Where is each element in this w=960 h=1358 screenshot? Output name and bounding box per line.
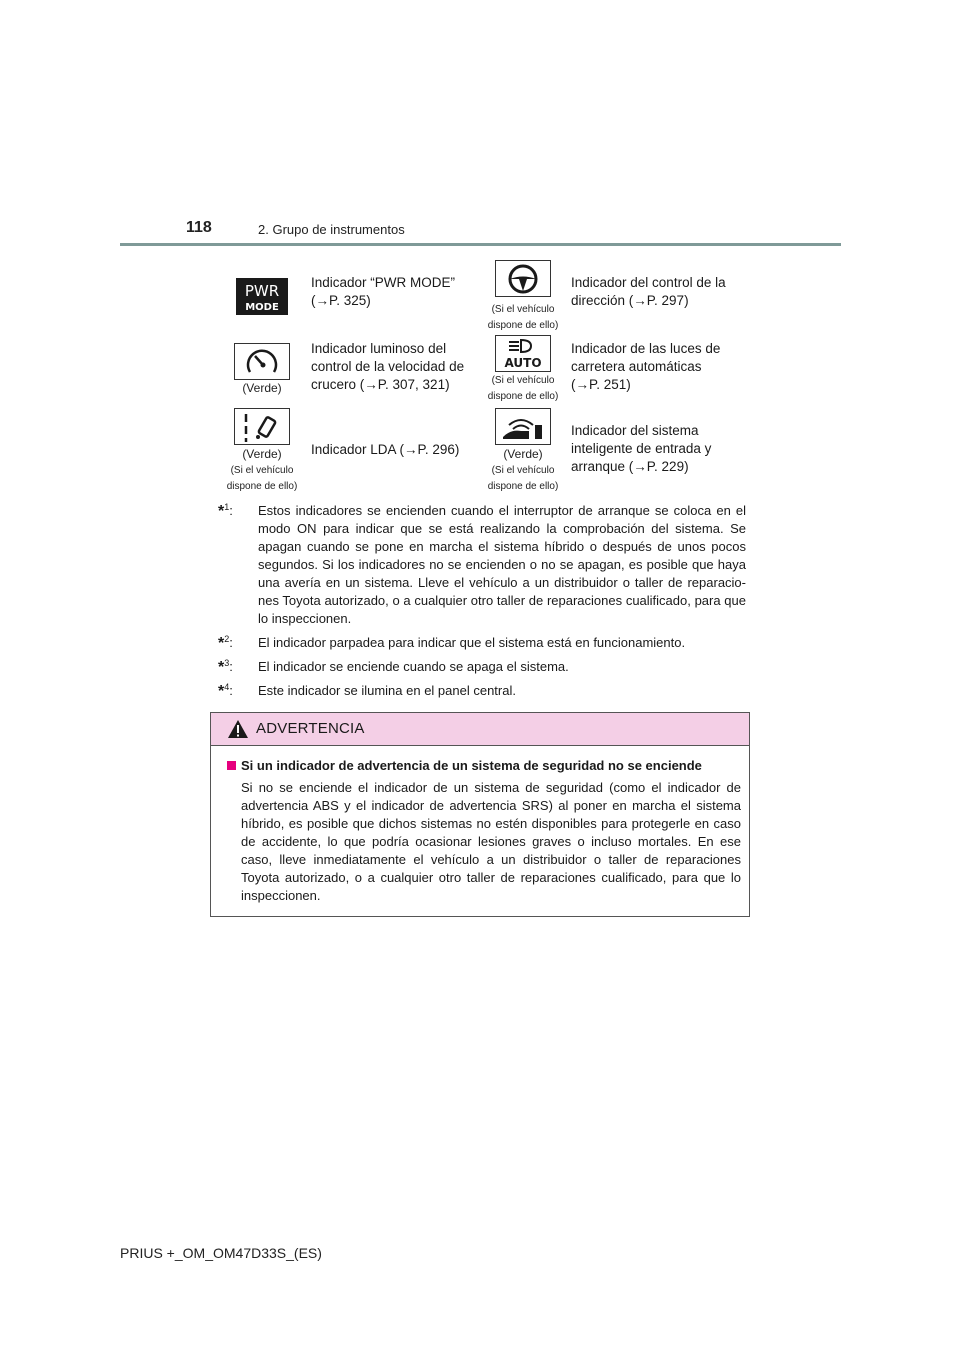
footnote: *$^4$: Este indicador se ilumina en el panel central.	[218, 682, 516, 700]
footnotes	[218, 502, 746, 706]
indicator-text-smart-entry: Indicador del sistema inteligente de entrada y arranque (→P. 229)	[571, 423, 712, 474]
indicator-note-cruise: (Verde)	[242, 381, 282, 395]
indicator-note-smart-entry: (Si el vehículo dispone de ello)	[487, 465, 559, 492]
page-number: 118	[186, 219, 212, 236]
indicator-table	[225, 258, 785, 498]
auto-high-beam-icon	[495, 335, 551, 372]
warning-title: ADVERTENCIA	[256, 720, 365, 737]
cruise-control-icon	[234, 343, 290, 380]
chapter-title: 2. Grupo de instrumentos	[258, 222, 405, 237]
page-header	[0, 0, 960, 250]
header-rule	[120, 243, 841, 246]
footnote: *$^2$: El indicador parpadea para indicar que el sistema está en funcionamiento.	[218, 634, 686, 652]
indicator-note-lda-color: (Verde)	[242, 447, 282, 461]
warning-box	[210, 712, 750, 917]
warning-text: Si no se enciende el indicador de un sistema de seguridad (como el indicador de advertencia ABS y el indicador de advertencia SRS) al poner en marcha el sistema híbrido, es posible que dichos sistemas no estén disponibles para protegerle en caso de accidente, lo que podría ocasionar lesiones graves o incluso mortales. En ese caso, lleve inmediatamente el vehículo a un distribuidor o taller de reparaciones Toyota autorizado, o a cualquier otro taller de reparaciones cualificado, para que lo inspeccionen.	[241, 780, 741, 903]
svg-text:MODE: MODE	[245, 302, 279, 313]
indicator-note-auto-high-beam: (Si el vehículo dispone de ello)	[487, 375, 559, 402]
indicator-text-lda: Indicador LDA (→P. 296)	[311, 442, 460, 457]
warning-subtitle: Si un indicador de advertencia de un sistema de seguridad no se enciende	[227, 757, 741, 775]
footer-code: PRIUS +_OM_OM47D33S_(ES)	[120, 1245, 322, 1261]
bullet-square-icon	[227, 761, 236, 770]
indicator-text-cruise: Indicador luminoso del control de la velocidad de crucero (→P. 307, 321)	[311, 341, 465, 392]
warning-header	[211, 713, 749, 746]
footnote: *$^3$: El indicador se enciende cuando se apaga el sistema.	[218, 658, 569, 676]
indicator-text-auto-high-beam: Indicador de las luces de carretera automáticas (→P. 251)	[571, 341, 721, 392]
svg-text:PWR: PWR	[244, 282, 280, 300]
svg-text:AUTO: AUTO	[504, 355, 542, 370]
indicator-note-smart-entry-color: (Verde)	[503, 447, 543, 461]
pwr-mode-icon	[236, 278, 288, 315]
indicator-text-steering: Indicador del control de la dirección (→P. 297)	[571, 275, 726, 308]
warning-body	[227, 757, 741, 905]
lda-icon	[234, 408, 290, 445]
indicator-text-pwr-mode: Indicador “PWR MODE” (→P. 325)	[311, 275, 456, 308]
indicator-note-lda: (Si el vehículo dispone de ello)	[226, 465, 298, 492]
smart-entry-icon	[495, 408, 551, 445]
steering-control-icon	[495, 260, 551, 297]
footnote: *$^1$: Estos indicadores se encienden cuando el interruptor de arranque se coloca en el modo ON para indicar que se está realizando la comprobación del sistema. Se apagan cuando se pone en marcha el sistema híbrido o después de unos pocos segundos. Si los indicadores no se encienden o no se apagan, es posible que haya una avería en un sistema. Lleve el vehículo a un distribuidor o taller de reparacio-nes Toyota autorizado, o a cualquier otro taller de reparaciones cualificado, para que lo inspeccionen.	[218, 502, 746, 626]
warning-triangle-icon	[227, 719, 249, 744]
indicator-note-steering: (Si el vehículo dispone de ello)	[487, 304, 559, 331]
